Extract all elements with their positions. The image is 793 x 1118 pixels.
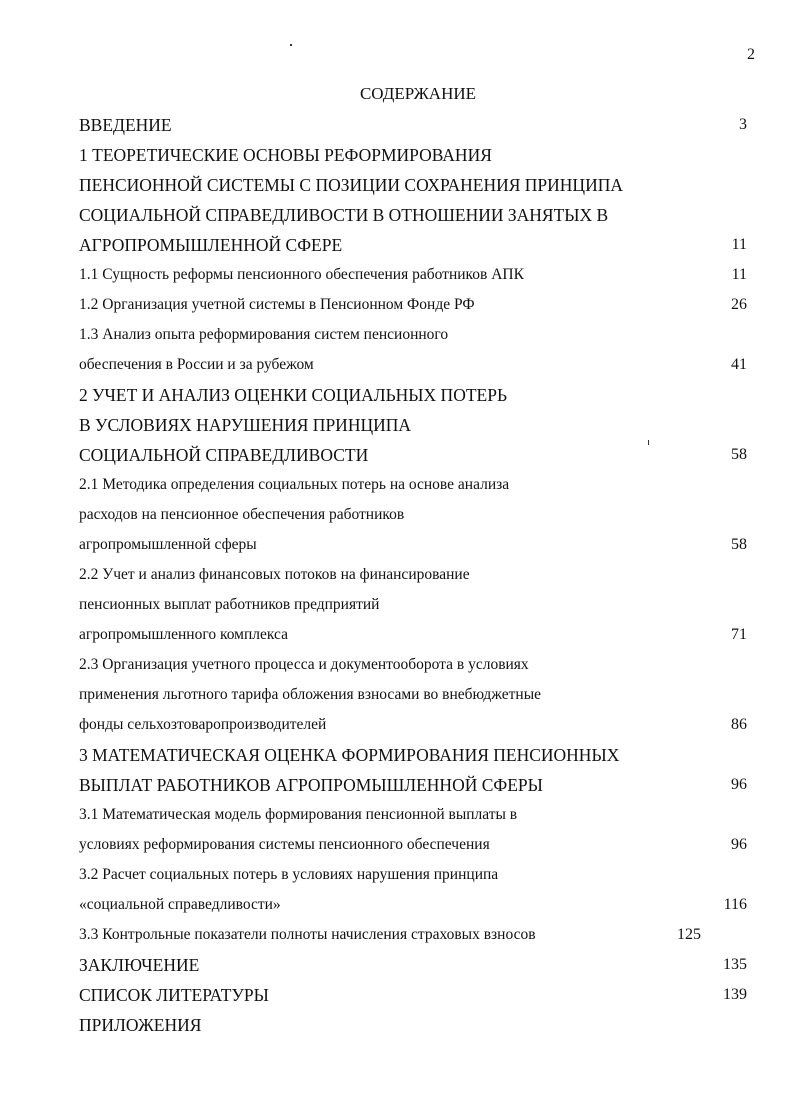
toc-entry	[79, 290, 747, 320]
toc-entry-title: В УСЛОВИЯХ НАРУШЕНИЯ ПРИНЦИПА	[79, 415, 412, 435]
toc-entry-title: 2.1 Методика определения социальных потерь на основе анализа	[79, 476, 510, 493]
toc-entry-title: 1 ТЕОРЕТИЧЕСКИЕ ОСНОВЫ РЕФОРМИРОВАНИЯ	[79, 145, 492, 165]
page-number: 2	[747, 46, 755, 63]
toc-entry-title: ПРИЛОЖЕНИЯ	[79, 1015, 202, 1035]
toc-entry	[79, 350, 747, 380]
toc-entry	[79, 320, 747, 350]
toc-entry-page: 3	[739, 116, 747, 133]
toc-entry-page: 86	[731, 716, 747, 733]
toc-entry-page: 96	[731, 776, 747, 793]
toc-entry	[79, 620, 747, 650]
toc-entry-title: ЗАКЛЮЧЕНИЕ	[79, 955, 200, 975]
toc-entry-title: «социальной справедливости»	[79, 896, 281, 913]
toc-entry	[79, 920, 747, 950]
toc-entry	[79, 860, 747, 890]
toc-entry-title: условиях реформирования системы пенсионного обеспечения	[79, 836, 490, 853]
toc-entry-page: 41	[731, 356, 747, 373]
toc-entry-title: фонды сельхозтоваропроизводителей	[79, 716, 327, 733]
toc-entry	[79, 410, 747, 440]
toc-entry	[79, 230, 747, 260]
toc-entry	[79, 560, 747, 590]
toc-entry	[79, 380, 747, 410]
toc-entry	[79, 170, 747, 200]
toc-entry-title: 3.2 Расчет социальных потерь в условиях нарушения принципа	[79, 866, 499, 883]
toc-entry	[79, 440, 747, 470]
toc-entry-title: 2 УЧЕТ И АНАЛИЗ ОЦЕНКИ СОЦИАЛЬНЫХ ПОТЕРЬ	[79, 385, 507, 405]
page-title: СОДЕРЖАНИЕ	[359, 84, 477, 103]
toc-entry	[79, 650, 747, 680]
toc-entry-title: ВЫПЛАТ РАБОТНИКОВ АГРОПРОМЫШЛЕННОЙ СФЕРЫ	[79, 775, 543, 795]
toc-entry	[79, 1010, 747, 1040]
toc-entry-title: 3 МАТЕМАТИЧЕСКАЯ ОЦЕНКА ФОРМИРОВАНИЯ ПЕНСИОННЫХ	[79, 745, 620, 765]
toc-entry-title: ПЕНСИОННОЙ СИСТЕМЫ С ПОЗИЦИИ СОХРАНЕНИЯ ПРИНЦИПА	[79, 175, 623, 195]
toc-entry-title: 3.1 Математическая модель формирования пенсионной выплаты в	[79, 806, 518, 823]
toc-entry-title: СПИСОК ЛИТЕРАТУРЫ	[79, 985, 269, 1005]
toc-entry-title: расходов на пенсионное обеспечения работников	[79, 506, 405, 523]
toc-entry-page: 125	[677, 926, 701, 943]
toc-entry-page: 71	[731, 626, 747, 643]
toc-entry-title: СОЦИАЛЬНОЙ СПРАВЕДЛИВОСТИ	[79, 445, 369, 465]
toc-entry-title: 1.2 Организация учетной системы в Пенсионном Фонде РФ	[79, 296, 475, 313]
toc-entry	[79, 680, 747, 710]
toc-entry	[79, 260, 747, 290]
toc-entry-page: 139	[723, 986, 747, 1003]
toc-entry	[79, 800, 747, 830]
toc-entry-page: 11	[731, 236, 747, 253]
toc-entry	[79, 710, 747, 740]
toc-entry-page: 58	[731, 536, 747, 553]
toc-entry-title: обеспечения в России и за рубежом	[79, 356, 314, 373]
table-of-contents	[79, 110, 747, 1040]
toc-entry	[79, 950, 747, 980]
toc-entry-title: пенсионных выплат работников предприятий	[79, 596, 380, 613]
toc-entry-page: 96	[731, 836, 747, 853]
toc-entry	[79, 980, 747, 1010]
toc-entry-title: СОЦИАЛЬНОЙ СПРАВЕДЛИВОСТИ В ОТНОШЕНИИ ЗАНЯТЫХ В	[79, 205, 609, 225]
toc-entry-title: агропромышленного комплекса	[79, 626, 288, 643]
toc-entry-title: 3.3 Контрольные показатели полноты начисления страховых взносов	[79, 926, 536, 943]
toc-entry	[79, 140, 747, 170]
scan-speck	[290, 44, 292, 46]
toc-entry-title: 1.3 Анализ опыта реформирования систем пенсионного	[79, 326, 449, 343]
toc-entry-page: 135	[723, 956, 747, 973]
toc-entry	[79, 830, 747, 860]
toc-entry	[79, 890, 747, 920]
toc-entry-page: 11	[731, 266, 747, 283]
toc-entry-page: 58	[731, 446, 747, 463]
toc-entry-title: агропромышленной сферы	[79, 536, 257, 553]
toc-entry-title: применения льготного тарифа обложения взносами во внебюджетные	[79, 686, 541, 703]
toc-entry	[79, 590, 747, 620]
toc-entry-page: 26	[731, 296, 747, 313]
toc-entry-title: АГРОПРОМЫШЛЕННОЙ СФЕРЕ	[79, 235, 343, 255]
toc-entry	[79, 740, 747, 770]
toc-entry	[79, 530, 747, 560]
toc-entry-title: 1.1 Сущность реформы пенсионного обеспечения работников АПК	[79, 266, 524, 283]
toc-entry	[79, 470, 747, 500]
toc-entry	[79, 770, 747, 800]
toc-entry	[79, 200, 747, 230]
toc-entry-page: 116	[723, 896, 747, 913]
toc-entry-title: ВВЕДЕНИЕ	[79, 115, 172, 135]
toc-entry	[79, 500, 747, 530]
toc-entry	[79, 110, 747, 140]
toc-entry-title: 2.2 Учет и анализ финансовых потоков на финансирование	[79, 566, 470, 583]
toc-entry-title: 2.3 Организация учетного процесса и документооборота в условиях	[79, 656, 529, 673]
